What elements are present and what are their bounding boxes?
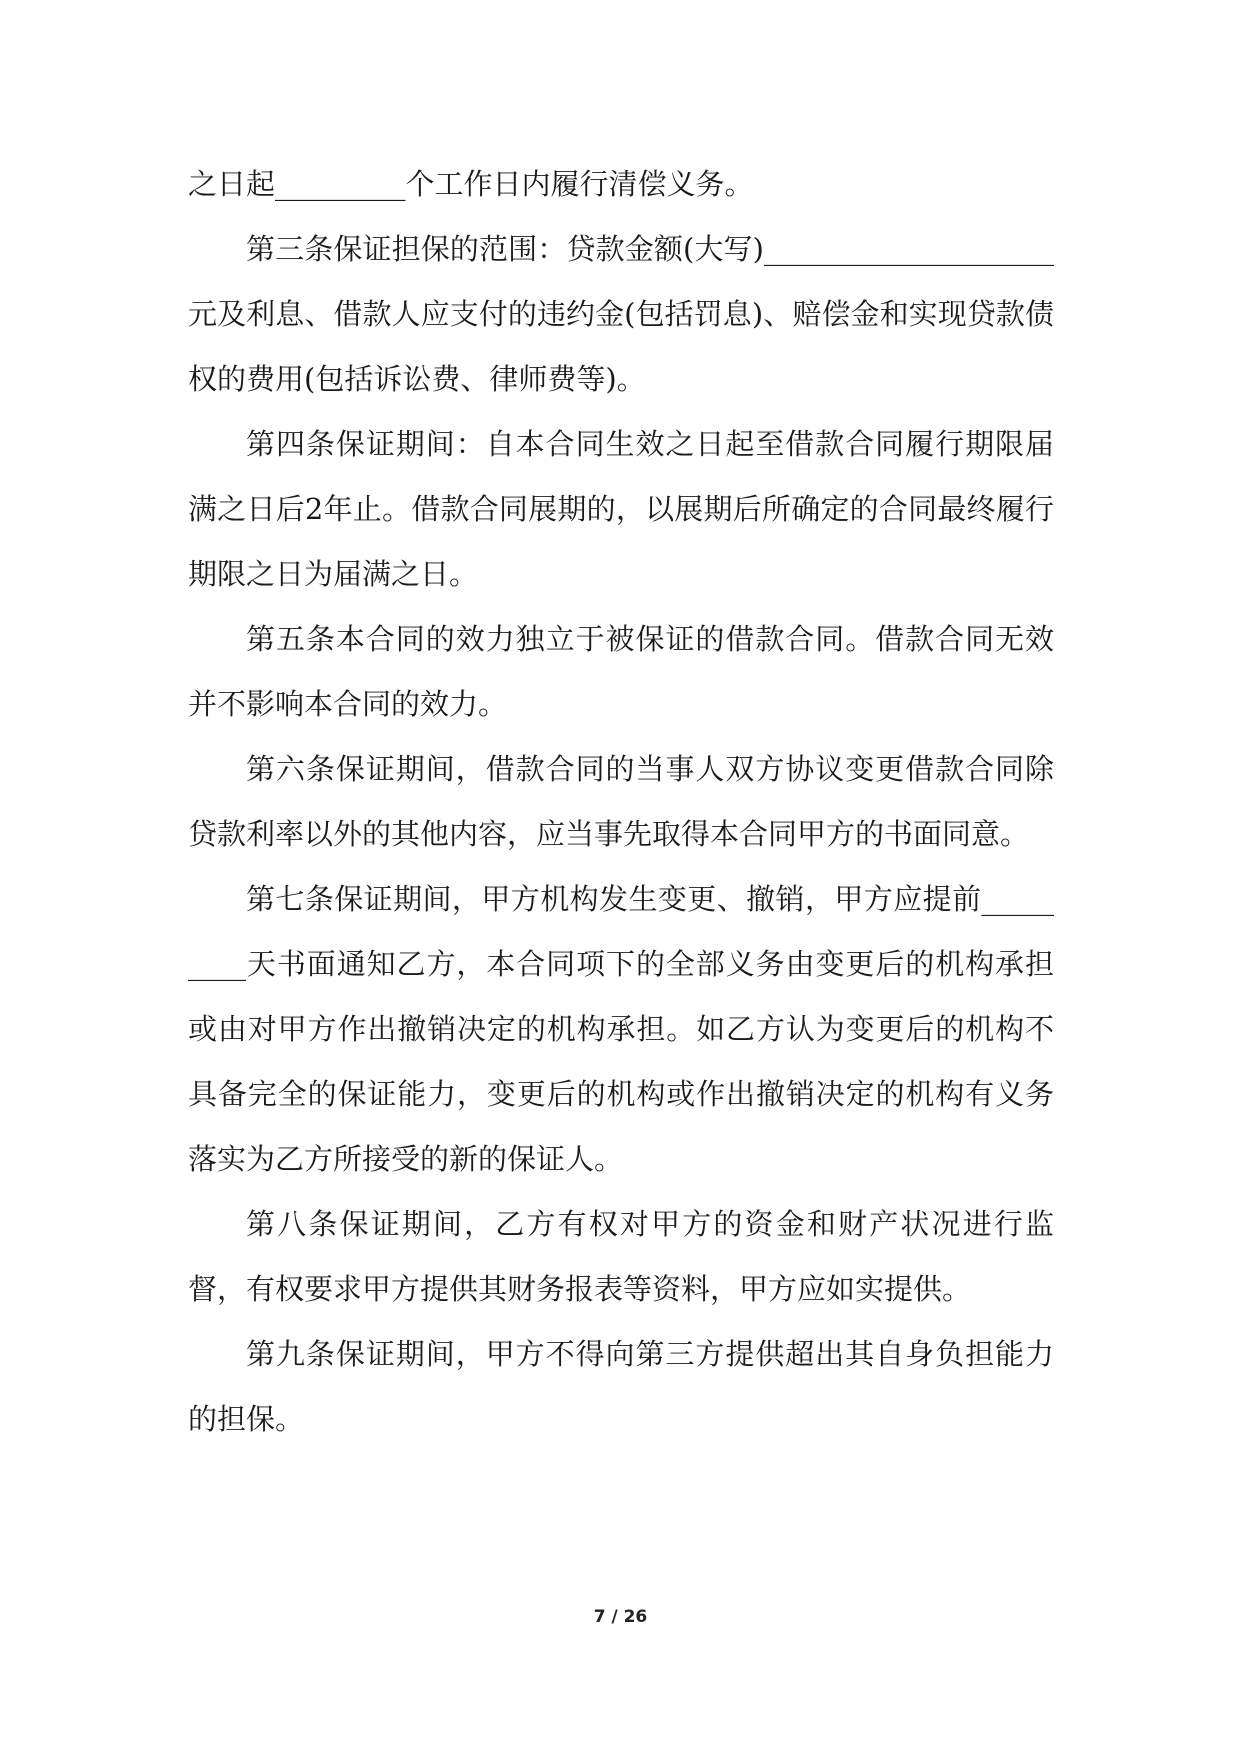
paragraph-clause-9: 第九条保证期间，甲方不得向第三方提供超出其自身负担能力的担保。 — [188, 1337, 1054, 1436]
paragraph-clause-8: 第八条保证期间，乙方有权对甲方的资金和财产状况进行监督，有权要求甲方提供其财务报表等资料，甲方应如实提供。 — [188, 1207, 1054, 1306]
paragraph-clause-6: 第六条保证期间，借款合同的当事人双方协议变更借款合同除贷款利率以外的其他内容，应当事先取得本合同甲方的书面同意。 — [188, 752, 1054, 851]
paragraph-clause-2-continuation: 之日起_________个工作日内履行清偿义务。 — [188, 167, 754, 201]
document-body — [188, 152, 1054, 1452]
paragraph-clause-3: 第三条保证担保的范围：贷款金额(大写)____________________元及利息、借款人应支付的违约金(包括罚息)、赔偿金和实现贷款债权的费用(包括诉讼费、律师费等)。 — [188, 232, 1054, 396]
page-number: 7 / 26 — [593, 1607, 648, 1627]
paragraph-clause-4: 第四条保证期间：自本合同生效之日起至借款合同履行期限届满之日后2年止。借款合同展期的，以展期后所确定的合同最终履行期限之日为届满之日。 — [188, 427, 1054, 591]
paragraph-clause-7: 第七条保证期间，甲方机构发生变更、撤销，甲方应提前_________天书面通知乙方，本合同项下的全部义务由变更后的机构承担或由对甲方作出撤销决定的机构承担。如乙方认为变更后的机构不具备完全的保证能力，变更后的机构或作出撤销决定的机构有义务落实为乙方所接受的新的保证人。 — [188, 882, 1054, 1176]
paragraph-clause-5: 第五条本合同的效力独立于被保证的借款合同。借款合同无效并不影响本合同的效力。 — [188, 622, 1054, 721]
